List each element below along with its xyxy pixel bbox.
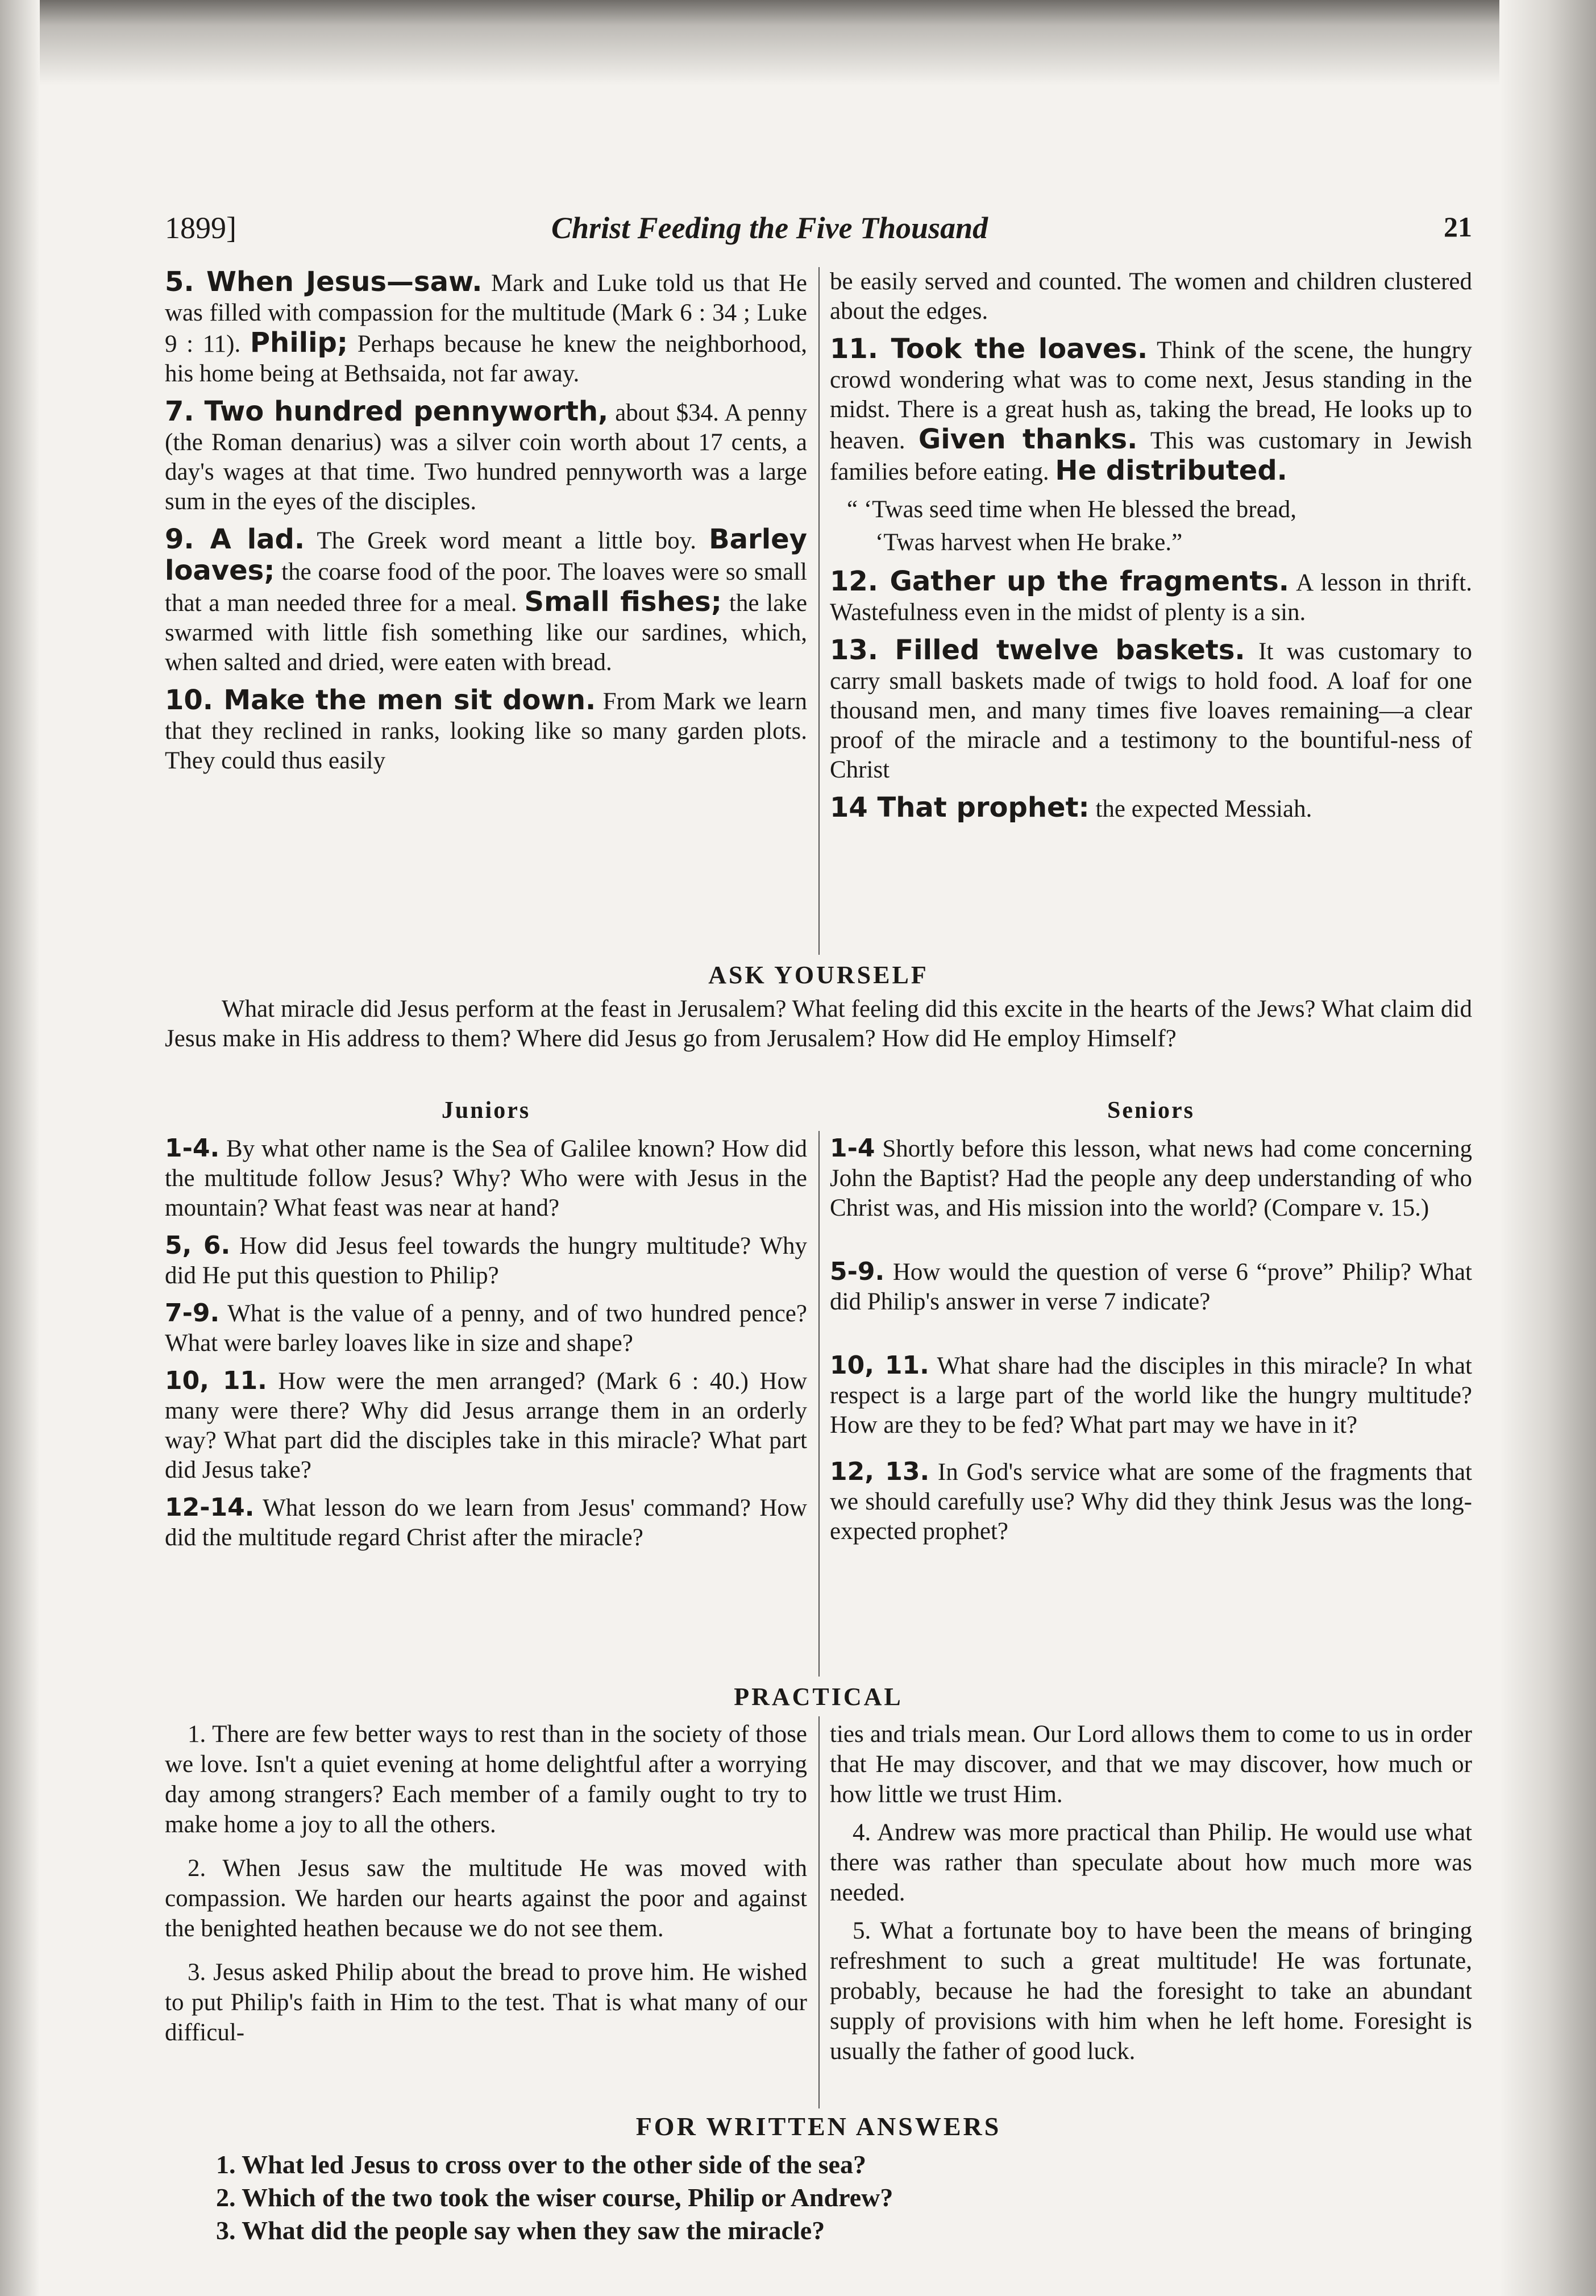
ask-yourself-text: What miracle did Jesus perform at the feast in Jerusalem? What feeling did this excite in the hearts of the Jews? What claim did Jesus make in His address to them? Where did Jesus go from Jerusalem? How did He employ Himself?	[165, 996, 1472, 1052]
scan-edge-right	[1499, 0, 1596, 2296]
note-text: the coarse food of the poor. The loaves were so small that a man needed three for a meal.	[165, 559, 808, 617]
note-10	[165, 685, 807, 776]
page-number: 21	[1444, 211, 1472, 243]
practical-right	[830, 1719, 1472, 2074]
written-question: 2. Which of the two took the wiser course, Philip or Andrew?	[216, 2183, 893, 2212]
note-heading: Philip;	[250, 327, 348, 359]
question-number: 7-9.	[165, 1299, 220, 1328]
note-7	[165, 397, 807, 517]
practical-point: 3. Jesus asked Philip about the bread to prove him. He wished to put Philip's faith in Him to the test. That is what many of our difficul-	[165, 1959, 807, 2046]
column-divider	[818, 1131, 820, 1677]
note-heading: 5. When Jesus—saw.	[165, 266, 483, 298]
question-number: 5-9.	[830, 1257, 885, 1286]
seniors-questions	[830, 1134, 1472, 1554]
practical-point: ties and trials mean. Our Lord allows them to come to us in order that He may discover, and that we may discover, how much or how little we trust Him.	[830, 1721, 1472, 1808]
question-text: What lesson do we learn from Jesus' command? How did the multitude regard Christ after the miracle?	[165, 1495, 807, 1551]
column-divider	[818, 1716, 820, 2108]
question-item	[165, 1493, 807, 1553]
note-text: From Mark we learn that they reclined in ranks, looking like so many garden plots. They could thus easily	[165, 688, 807, 774]
note-12	[830, 567, 1472, 627]
note-14	[830, 793, 1472, 824]
note-10-cont	[830, 267, 1472, 326]
seniors-title: Seniors	[1107, 1097, 1195, 1124]
question-text: In God's service what are some of the fragments that we should carefully use? Why did they think Jesus was the long-expected prophet?	[830, 1459, 1472, 1545]
juniors-title: Juniors	[441, 1097, 531, 1124]
question-number: 10, 11.	[165, 1366, 267, 1395]
question-item	[830, 1457, 1472, 1546]
note-heading: 10. Make the men sit down.	[165, 684, 596, 716]
note-heading: Given thanks.	[918, 423, 1138, 455]
note-5	[165, 267, 807, 389]
written-answers-list	[216, 2148, 1438, 2247]
header-title: Christ Feeding the Five Thousand	[551, 211, 988, 245]
note-text: Perhaps because he knew the neighborhood, his home being at Bethsaida, not far away.	[165, 331, 808, 387]
note-text: be easily served and counted. The women and children clustered about the edges.	[830, 268, 1472, 325]
note-heading: 13. Filled twelve baskets.	[830, 634, 1245, 666]
poem-line: “ ‘Twas seed time when He blessed the bread,	[847, 496, 1297, 523]
question-number: 10, 11.	[830, 1351, 929, 1380]
question-text: How did Jesus feel towards the hungry multitude? Why did He put this question to Philip?	[165, 1233, 808, 1289]
note-text: The Greek word meant a little boy.	[317, 527, 697, 554]
note-heading: 11. Took the loaves.	[830, 333, 1148, 365]
running-header	[165, 210, 1472, 250]
note-text: This was customary in Jewish families before eating.	[830, 427, 1472, 485]
question-number: 12-14.	[165, 1493, 255, 1522]
question-item	[830, 1257, 1472, 1317]
scan-edge-top	[0, 0, 1596, 85]
written-question: 1. What led Jesus to cross over to the other side of the sea?	[216, 2150, 866, 2179]
header-year: 1899]	[165, 211, 236, 245]
note-text: the lake swarmed with little fish something like our sardines, which, when salted and dried, were eaten with bread.	[165, 590, 808, 676]
practical-title: PRACTICAL	[734, 1683, 903, 1711]
written-question: 3. What did the people say when they saw the miracle?	[216, 2216, 825, 2245]
question-number: 1-4.	[165, 1134, 220, 1163]
practical-point: 5. What a fortunate boy to have been the means of bringing refreshment to such a great multitude! He was fortunate, probably, because he had the foresight to take an abundant supply of provisions with him when he left home. Foresight is usually the father of good luck.	[830, 1918, 1472, 2065]
note-text: A lesson in thrift. Wastefulness even in the midst of plenty is a sin.	[830, 569, 1472, 626]
scan-edge-left	[0, 0, 40, 2296]
question-text: What is the value of a penny, and of two hundred pence? What were barley loaves like in size and shape?	[165, 1300, 807, 1357]
question-item	[165, 1366, 807, 1485]
question-item	[165, 1231, 807, 1291]
question-item	[830, 1134, 1472, 1223]
question-text: How were the men arranged? (Mark 6 : 40.) How many were there? Why did Jesus arrange them in an orderly way? What part did the disciples take in this miracle? What part did Jesus take?	[165, 1368, 808, 1483]
question-text: What share had the disciples in this miracle? In what respect is a large part of the world like the hungry multitude? How are they to be fed? What part may we have in it?	[830, 1353, 1472, 1438]
poem-line: ‘Twas harvest when He brake.”	[875, 529, 1183, 556]
practical-point: 1. There are few better ways to rest than in the society of those we love. Isn't a quiet evening at home delightful after a worrying day among strangers? Each member of a family ought to try to make home a joy to all the others.	[165, 1721, 807, 1838]
note-text: about $34. A penny (the Roman denarius) was a silver coin worth about 17 cents, a day's wages at that time. Two hundred pennyworth was a large sum in the eyes of the disciples.	[165, 400, 808, 515]
question-number: 1-4	[830, 1134, 875, 1163]
note-heading: 12. Gather up the fragments.	[830, 565, 1289, 597]
question-number: 5, 6.	[165, 1231, 231, 1260]
written-answers-title: FOR WRITTEN ANSWERS	[635, 2112, 1001, 2141]
question-number: 12, 13.	[830, 1457, 930, 1486]
note-heading: He distributed.	[1055, 455, 1287, 486]
practical-left	[165, 1719, 807, 2056]
note-9	[165, 525, 807, 677]
note-heading: 7. Two hundred pennyworth,	[165, 396, 609, 427]
practical-point: 2. When Jesus saw the multitude He was moved with compassion. We harden our hearts against the poor and against the benighted heathen because we do not see them.	[165, 1855, 807, 1942]
note-13	[830, 635, 1472, 785]
note-heading: Barley loaves;	[165, 523, 808, 587]
question-item	[830, 1351, 1472, 1440]
juniors-questions	[165, 1134, 807, 1561]
notes-left-column	[165, 267, 807, 784]
note-text: Think of the scene, the hungry crowd wondering what was to come next, Jesus standing in the midst. There is a great hush as, taking the bread, He looks up to heaven.	[830, 337, 1472, 454]
note-text: It was customary to carry small baskets made of twigs to hold food. A loaf for one thousand men, and many times five loaves remaining—a clear proof of the miracle and a testimony to the bountiful-ness of Christ	[830, 638, 1473, 783]
note-text: Mark and Luke told us that He was filled with compassion for the multitude (Mark 6 : 34 ; Luke 9 : 11).	[165, 270, 807, 357]
question-text: By what other name is the Sea of Galilee known? How did the multitude follow Jesus? Why? Who were with Jesus in the mountain? What feast was near at hand?	[165, 1135, 807, 1221]
question-item	[165, 1134, 807, 1223]
column-divider	[818, 267, 820, 955]
note-heading: 14 That prophet:	[830, 792, 1090, 823]
note-text: the expected Messiah.	[1095, 796, 1312, 822]
note-heading: 9. A lad.	[165, 523, 305, 555]
question-item	[165, 1299, 807, 1358]
question-text: Shortly before this lesson, what news had come concerning John the Baptist? Had the people any deep understanding of who Christ was, and His mission into the world? (Compare v. 15.)	[830, 1135, 1473, 1221]
ask-yourself-title: ASK YOURSELF	[708, 961, 929, 989]
note-heading: Small fishes;	[524, 586, 722, 618]
note-11	[830, 334, 1472, 487]
notes-right-column	[830, 267, 1472, 832]
question-text: How would the question of verse 6 “prove” Philip? What did Philip's answer in verse 7 indicate?	[830, 1259, 1473, 1315]
practical-point: 4. Andrew was more practical than Philip. He would use what there was rather than speculate about how much more was needed.	[830, 1819, 1472, 1906]
